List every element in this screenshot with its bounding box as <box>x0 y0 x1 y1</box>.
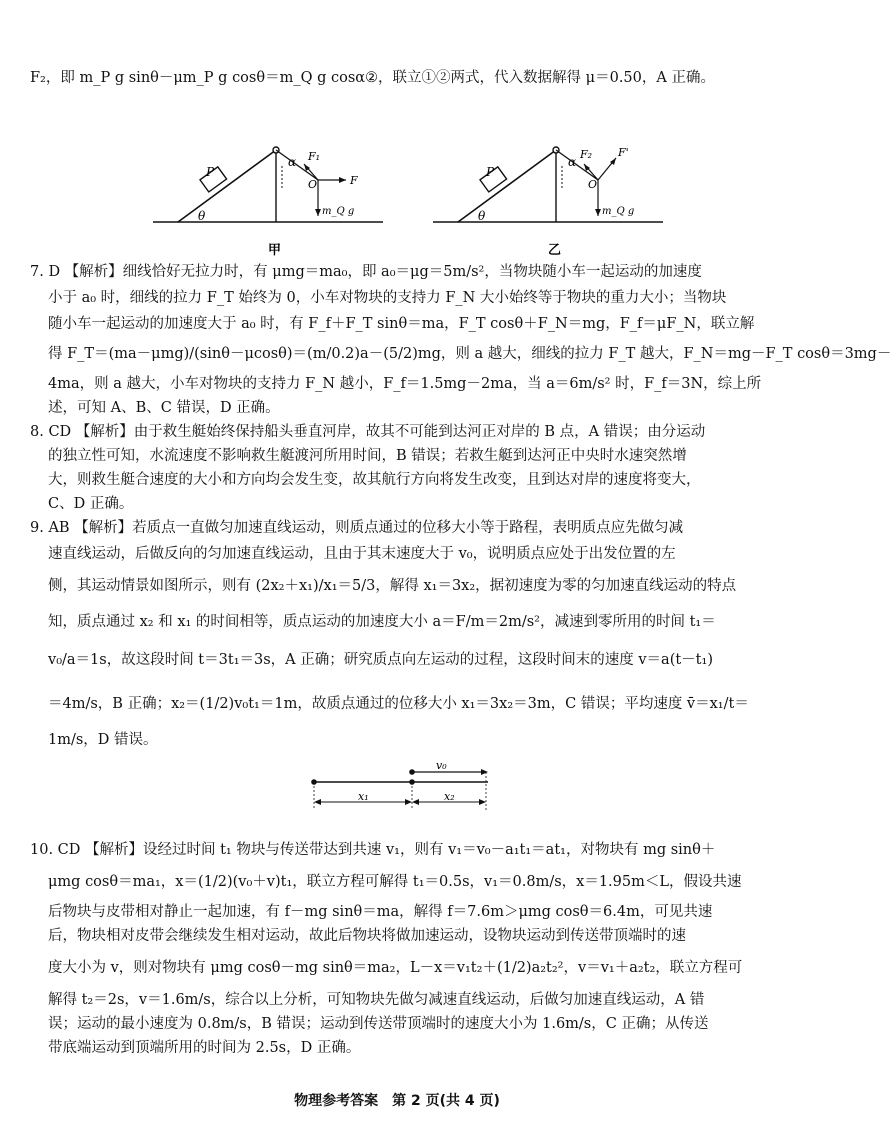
label-force1: F₁ <box>308 150 321 163</box>
label-point: O <box>308 178 318 191</box>
text-line: 解得 t₂＝2s，v＝1.6m/s，综合以上分析，可知物块先做匀减速直线运动，后做匀加速直线运动，A 错 <box>48 992 705 1008</box>
text-line: 7. D 【解析】细线恰好无拉力时，有 μmg＝ma₀，即 a₀＝μg＝5m/s²，当物块随小车一起运动的加速度 <box>30 264 702 280</box>
incline-figures <box>148 136 668 268</box>
label-v0: v₀ <box>436 759 447 772</box>
text-line: 的独立性可知，水流速度不影响救生艇渡河所用时间，B 错误；若救生艇到达河正中央时水速突然增 <box>48 448 687 464</box>
text-line: 小于 a₀ 时，细线的拉力 F_T 始终为 0，小车对物块的支持力 F_N 大小始终等于物块的重力大小；当物块 <box>48 290 727 306</box>
label-x1: x₁ <box>358 790 369 803</box>
label-force: F <box>350 174 358 187</box>
figure-left <box>153 147 383 258</box>
label-weight: m_Q g <box>602 206 635 217</box>
text-line: 8. CD 【解析】由于救生艇始终保持船头垂直河岸，故其不可能到达河正对岸的 B 点，A 错误；由分运动 <box>30 424 706 440</box>
label-force-prime: F' <box>618 146 629 159</box>
text-line: 随小车一起运动的加速度大于 a₀ 时，有 F_f＋F_T sinθ＝ma，F_T cosθ＋F_N＝mg，F_f＝μF_N，联立解 <box>48 316 755 332</box>
text-line: F₂，即 m_P g sinθ－μm_P g cosθ＝m_Q g cosα②，联立①②两式，代入数据解得 μ＝0.50，A 正确。 <box>30 70 715 86</box>
caption-right: 乙 <box>548 243 562 258</box>
text-line: ＝4m/s，B 正确；x₂＝(1/2)v₀t₁＝1m，故质点通过的位移大小 x₁＝3x₂＝3m，C 错误；平均速度 v̄＝x₁/t＝ <box>48 696 749 712</box>
caption-left: 甲 <box>268 243 282 258</box>
text-line: v₀/a＝1s，故这段时间 t＝3t₁＝3s，A 正确；研究质点向左运动的过程，这段时间末的速度 v＝a(t－t₁) <box>48 652 713 668</box>
label-weight: m_Q g <box>322 206 355 217</box>
text-line: 度大小为 v，则对物块有 μmg cosθ－mg sinθ＝ma₂，L－x＝v₁t₂＋(1/2)a₂t₂²，v＝v₁＋a₂t₂，联立方程可 <box>48 960 743 976</box>
text-line: 侧，其运动情景如图所示，则有 (2x₂＋x₁)/x₁＝5/3，解得 x₁＝3x₂，据初速度为零的匀加速直线运动的特点 <box>48 578 737 594</box>
text-line: 后，物块相对皮带会继续发生相对运动，故此后物块将做加速运动，设物块运动到传送带顶端时的速 <box>48 928 686 944</box>
text-line: 9. AB 【解析】若质点一直做匀加速直线运动，则质点通过的位移大小等于路程，表明质点应先做匀减 <box>30 520 684 536</box>
text-line: 述，可知 A、B、C 错误，D 正确。 <box>48 400 280 416</box>
label-force2: F₂ <box>580 148 593 161</box>
text-line: 后物块与皮带相对静止一起加速，有 f－mg sinθ＝ma，解得 f＝7.6m＞μmg cosθ＝6.4m，可见共速 <box>48 904 713 920</box>
displacement-figure <box>300 760 500 820</box>
text-line: 10. CD 【解析】设经过时间 t₁ 物块与传送带达到共速 v₁，则有 v₁＝v₀－a₁t₁＝at₁，对物块有 mg sinθ＋ <box>30 842 716 858</box>
text-line: 4ma，则 a 越大，小车对物块的支持力 F_N 越小，F_f＝1.5mg－2ma，当 a＝6m/s² 时，F_f＝3N，综上所 <box>48 376 762 392</box>
text-line: 带底端运动到顶端所用的时间为 2.5s，D 正确。 <box>48 1040 361 1056</box>
label-block: P <box>486 165 495 179</box>
text-line: 大，则救生艇合速度的大小和方向均会发生变，故其航行方向将发生改变，且到达对岸的速度将变大， <box>48 472 701 488</box>
text-line: μmg cosθ＝ma₁，x＝(1/2)(v₀＋v)t₁，联立方程可解得 t₁＝0.5s，v₁＝0.8m/s，x＝1.95m＜L，假设共速 <box>48 874 742 890</box>
text-line: 1m/s，D 错误。 <box>48 732 158 748</box>
label-x2: x₂ <box>444 790 455 803</box>
text-line: 知，质点通过 x₂ 和 x₁ 的时间相等，质点运动的加速度大小 a＝F/m＝2m/s²，减速到零所用的时间 t₁＝ <box>48 614 716 630</box>
text-line: 得 F_T＝(ma－μmg)/(sinθ－μcosθ)＝(m/0.2)a－(5/2)mg，则 a 越大，细线的拉力 F_T 越大，F_N＝mg－F_T cosθ＝3mg－ <box>48 346 891 362</box>
label-point: O <box>588 178 598 191</box>
label-theta: θ <box>198 209 206 223</box>
page-footer: 物理参考答案 第 2 页(共 4 页) <box>294 1093 500 1109</box>
figure-right <box>433 146 663 258</box>
label-theta: θ <box>478 209 486 223</box>
text-line: 误；运动的最小速度为 0.8m/s，B 错误；运动到传送带顶端时的速度大小为 1.6m/s，C 正确；从传送 <box>48 1016 709 1032</box>
label-block: P <box>206 165 215 179</box>
text-line: C、D 正确。 <box>48 496 134 512</box>
label-alpha: α <box>288 155 297 169</box>
text-line: 速直线运动，后做反向的匀加速直线运动，且由于其末速度大于 v₀，说明质点应处于出发位置的左 <box>48 546 676 562</box>
label-alpha: α <box>568 155 577 169</box>
